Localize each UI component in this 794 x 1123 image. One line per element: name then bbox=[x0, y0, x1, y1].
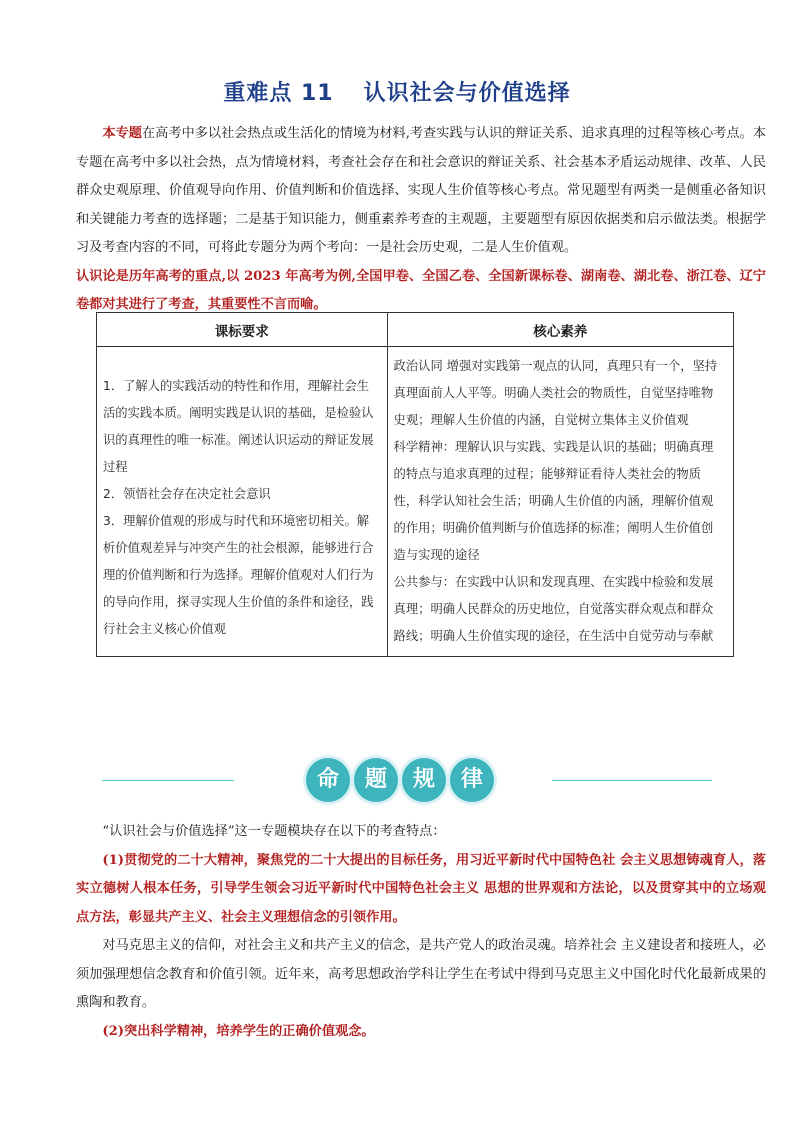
standard-item: 2．领悟社会存在决定社会意识 bbox=[103, 486, 271, 501]
banner-divider-right bbox=[552, 780, 712, 781]
intro-body: 在高考中多以社会热点或生活化的情境为材料,考查实践与认识的辩证关系、追求真理的过程等核心考点。本专题在高考中多以社会热，点为情境材料，考查社会存在和社会意识的辩证关系、社会基本矛盾运动规律、改革、人民群众史观原理、价值观导向作用、价值判断和价值选择、实现人生价值等核心考点。常见题型有两类一是侧重必备知识和关键能力考查的选择题；二是基于知识能力，侧重素养考查的主观题，主要题型有原因依据类和启示做法类。根据学习及考查内容的不同，可将此专题分为两个考向：一是社会历史观，二是人生价值观。 bbox=[76, 126, 766, 255]
body-intro-line: “认识社会与价值选择”这一专题模块存在以下的考查特点： bbox=[102, 824, 446, 839]
standard-item: 1．了解人的实践活动的特性和作用，理解社会生活的实践本质。阐明实践是认识的基础，是检验认识的真理性的唯一标准。阐述认识运动的辩证发展过程 bbox=[103, 378, 374, 474]
intro-emphasis: 认识论是历年高考的重点,以 2023 年高考为例,全国甲卷、全国乙卷、全国新课标卷、湖南卷、湖北卷、浙江卷、辽宁卷都对其进行了考查，其重要性不言而喻。 bbox=[76, 268, 766, 312]
body-paragraph-2: 对马克思主义的信仰，对社会主义和共产主义的信念，是共产党人的政治灵魂。培养社会 主义建设者和接班人，必须加强理想信念教育和价值引领。近年来，高考思想政治学科让学生在考试中得到马克思主义中国化时代化最新成果的熏陶和教育。 bbox=[76, 938, 766, 1010]
banner-divider-left bbox=[102, 780, 234, 781]
page-title bbox=[0, 76, 794, 107]
curriculum-table bbox=[96, 312, 734, 657]
title-number: 重难点 11 bbox=[223, 81, 334, 106]
banner-seal: 题 bbox=[354, 758, 398, 802]
intro-section bbox=[76, 120, 766, 320]
banner-seal: 命 bbox=[306, 758, 350, 802]
section-banner bbox=[0, 758, 794, 804]
literacy-item: 政治认同 增强对实践第一观点的认同，真理只有一个，坚持真理面前人人平等。明确人类社会的物质性，自觉坚持唯物史观；理解人生价值的内涵，自觉树立集体主义价值观 bbox=[393, 359, 718, 427]
standard-item: 3．理解价值观的形成与时代和环境密切相关。解析价值观差异与冲突产生的社会根源，能够进行合理的价值判断和行为选择。理解价值观对人们行为的导向作用，探寻实现人生价值的条件和途径，践行社会主义核心价值观 bbox=[103, 513, 374, 636]
table-row bbox=[97, 347, 734, 657]
core-literacy-cell bbox=[387, 347, 733, 657]
banner-seal: 规 bbox=[402, 758, 446, 802]
header-standards: 课标要求 bbox=[97, 313, 388, 347]
literacy-item: 公共参与：在实践中认识和发现真理、在实践中检验和发展真理；明确人民群众的历史地位，自觉落实群众观点和群众路线；明确人生价值实现的途径，在生活中自觉劳动与奉献 bbox=[393, 575, 714, 643]
intro-paragraph bbox=[76, 120, 766, 263]
body-section bbox=[76, 818, 766, 1046]
standards-cell bbox=[97, 347, 388, 657]
body-point-1: (1)贯彻党的二十大精神，聚焦党的二十大提出的目标任务，用习近平新时代中国特色社 会主义思想铸魂育人，落实立德树人根本任务，引导学生领会习近平新时代中国特色社会主义 思想的世界观和方法论，以及贯穿其中的立场观点方法，彰显共产主义、社会主义理想信念的引领作用。 bbox=[76, 852, 766, 925]
body-point-2: (2)突出科学精神，培养学生的正确价值观念。 bbox=[102, 1023, 375, 1039]
header-core-literacy: 核心素养 bbox=[387, 313, 733, 347]
banner-seal: 律 bbox=[450, 758, 494, 802]
title-text: 认识社会与价值选择 bbox=[363, 81, 571, 106]
intro-lead: 本专题 bbox=[102, 126, 142, 141]
literacy-item: 科学精神：理解认识与实践、实践是认识的基础；明确真理的特点与追求真理的过程；能够辩证看待人类社会的物质性，科学认知社会生活；明确人生价值的内涵，理解价值观的作用；明确价值判断与价值选择的标准；阐明人生价值创造与实现的途径 bbox=[393, 440, 714, 562]
table-header-row bbox=[97, 313, 734, 347]
